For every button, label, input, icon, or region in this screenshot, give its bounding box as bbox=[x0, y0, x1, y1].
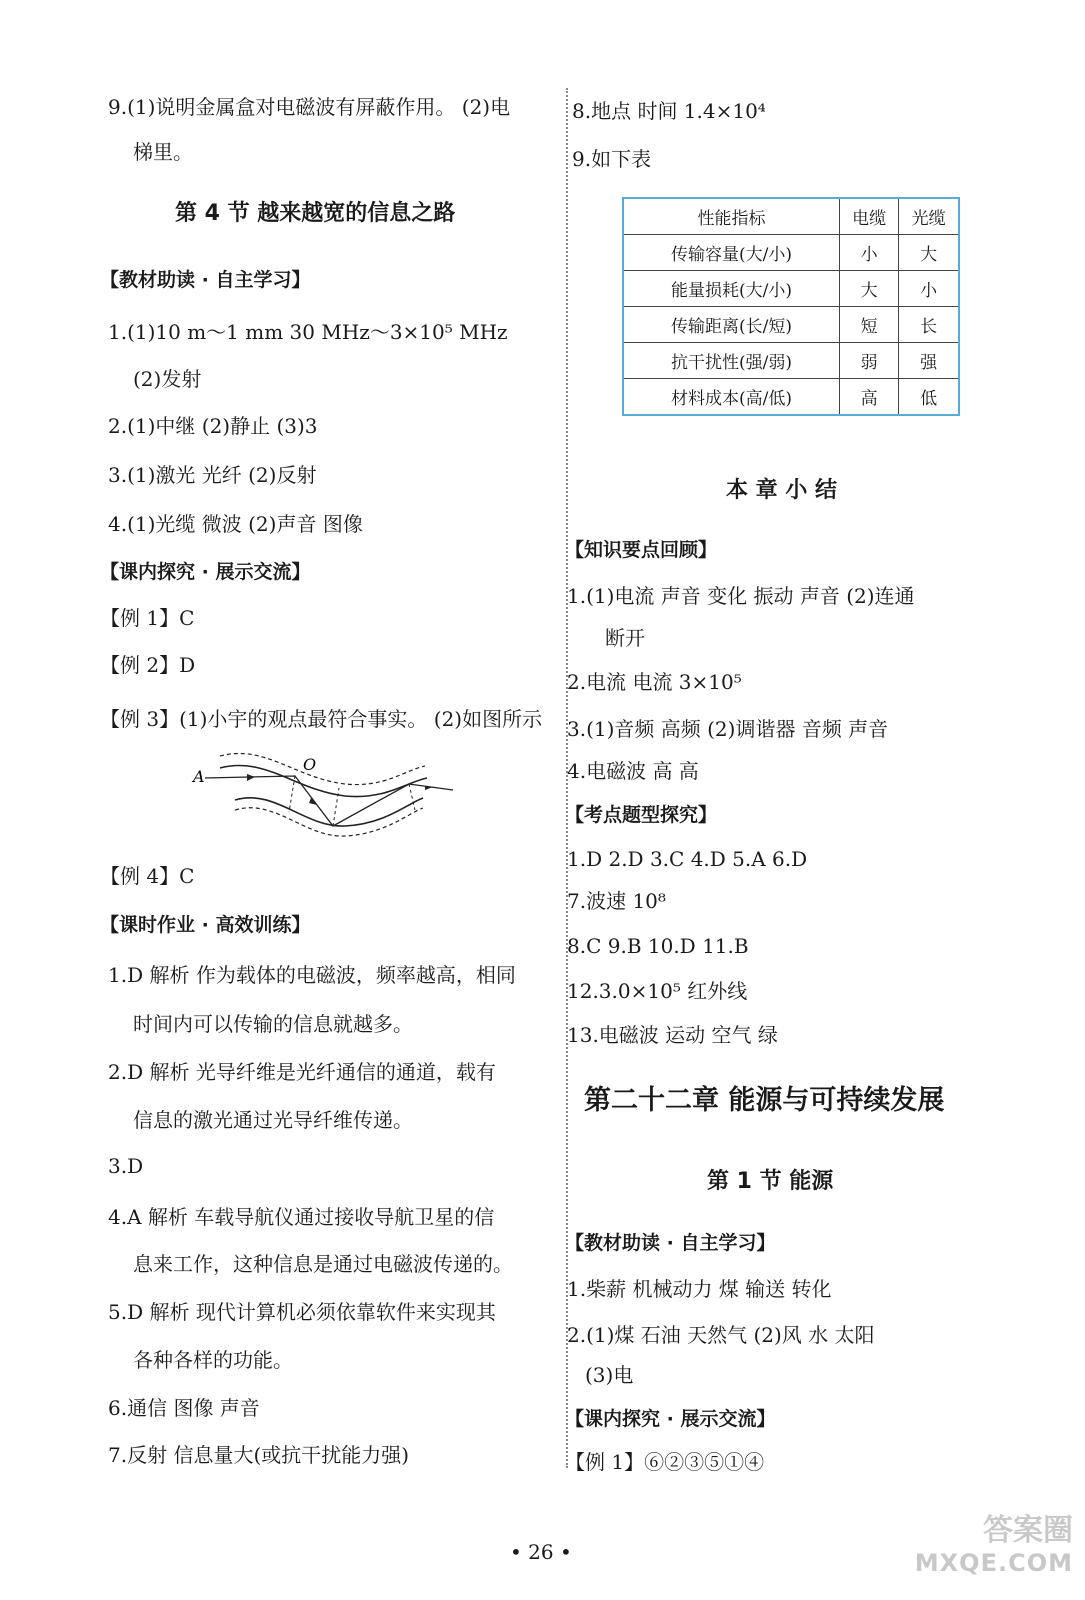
table-cell: 大 bbox=[899, 235, 959, 271]
q9-line-cont: 梯里。 bbox=[133, 140, 193, 164]
watermark-line1: 答案圈 bbox=[983, 1513, 1073, 1548]
table-cell: 高 bbox=[840, 379, 899, 416]
summary-title: 本 章 小 结 bbox=[726, 478, 837, 503]
header-class-2: 【课内探究 · 展示交流】 bbox=[565, 1408, 776, 1430]
table-cell: 弱 bbox=[840, 343, 899, 379]
table-cell: 大 bbox=[840, 271, 899, 307]
q9-line: 9.(1)说明金属盒对电磁波有屏蔽作用。 (2)电 bbox=[108, 95, 511, 119]
table-header-row bbox=[623, 198, 959, 235]
review-4: 4.电磁波 高 高 bbox=[567, 759, 699, 783]
answer-8: 8.地点 时间 1.4×10⁴ bbox=[572, 99, 766, 123]
homework-3: 3.D bbox=[108, 1154, 144, 1178]
homework-5-cont: 各种各样的功能。 bbox=[133, 1348, 293, 1372]
new-teach-1: 1.柴薪 机械动力 煤 输送 转化 bbox=[567, 1277, 832, 1301]
table-cell: 长 bbox=[899, 307, 959, 343]
table-cell: 强 bbox=[899, 343, 959, 379]
table-header-cell: 光缆 bbox=[899, 198, 959, 235]
table-cell: 小 bbox=[899, 271, 959, 307]
teach-4: 4.(1)光缆 微波 (2)声音 图像 bbox=[108, 512, 363, 536]
header-teach-2: 【教材助读 · 自主学习】 bbox=[565, 1232, 776, 1254]
example-3: 【例 3】(1)小宇的观点最符合事实。 (2)如图所示 bbox=[100, 707, 543, 731]
table-row bbox=[623, 307, 959, 343]
example-4: 【例 4】C bbox=[100, 864, 195, 888]
homework-6: 6.通信 图像 声音 bbox=[108, 1396, 260, 1420]
table-row bbox=[623, 271, 959, 307]
header-review: 【知识要点回顾】 bbox=[565, 539, 718, 561]
table-header-cell: 电缆 bbox=[840, 198, 899, 235]
table-cell: 低 bbox=[899, 379, 959, 416]
watermark-line2: MXQE.COM bbox=[914, 1549, 1073, 1577]
watermark bbox=[915, 1505, 1073, 1577]
exam-8-11: 8.C 9.B 10.D 11.B bbox=[567, 934, 749, 958]
answer-9: 9.如下表 bbox=[572, 147, 652, 171]
example-1: 【例 1】C bbox=[100, 606, 195, 630]
teach-1: 1.(1)10 m～1 mm 30 MHz～3×10⁵ MHz bbox=[108, 320, 508, 344]
section-1-title: 第 1 节 能源 bbox=[707, 1169, 834, 1194]
homework-1: 1.D 解析 作为载体的电磁波，频率越高，相同 bbox=[108, 963, 516, 987]
table-cell: 材料成本(高/低) bbox=[623, 379, 840, 416]
example-2: 【例 2】D bbox=[100, 653, 196, 677]
exam-1-6: 1.D 2.D 3.C 4.D 5.A 6.D bbox=[567, 847, 808, 871]
exam-13: 13.电磁波 运动 空气 绿 bbox=[567, 1023, 778, 1047]
table-cell: 传输距离(长/短) bbox=[623, 307, 840, 343]
table-cell: 能量损耗(大/小) bbox=[623, 271, 840, 307]
table-cell: 抗干扰性(强/弱) bbox=[623, 343, 840, 379]
homework-5: 5.D 解析 现代计算机必须依靠软件来实现其 bbox=[108, 1300, 496, 1324]
page-number: • 26 • bbox=[510, 1540, 572, 1564]
homework-4: 4.A 解析 车载导航仪通过接收导航卫星的信 bbox=[108, 1205, 495, 1229]
figure-label-a: A bbox=[193, 767, 205, 786]
table-cell: 传输容量(大/小) bbox=[623, 235, 840, 271]
homework-2-cont: 信息的激光通过光导纤维传递。 bbox=[133, 1108, 413, 1132]
performance-table bbox=[622, 197, 960, 416]
review-3: 3.(1)音频 高频 (2)调谐器 音频 声音 bbox=[567, 717, 889, 741]
table-cell: 短 bbox=[840, 307, 899, 343]
review-1-cont: 断开 bbox=[605, 626, 645, 650]
table-header-cell: 性能指标 bbox=[623, 198, 840, 235]
new-example-1: 【例 1】⑥②③⑤①④ bbox=[565, 1450, 765, 1474]
table-row bbox=[623, 235, 959, 271]
exam-7: 7.波速 10⁸ bbox=[567, 889, 666, 913]
table-cell: 小 bbox=[840, 235, 899, 271]
header-homework: 【课时作业 · 高效训练】 bbox=[100, 914, 311, 936]
homework-4-cont: 息来工作，这种信息是通过电磁波传递的。 bbox=[133, 1252, 513, 1276]
teach-1-cont: (2)发射 bbox=[133, 367, 202, 391]
review-1: 1.(1)电流 声音 变化 振动 声音 (2)连通 bbox=[567, 584, 915, 608]
homework-7: 7.反射 信息量大(或抗干扰能力强) bbox=[108, 1443, 410, 1467]
header-teach: 【教材助读 · 自主学习】 bbox=[100, 269, 311, 291]
table-row bbox=[623, 379, 959, 416]
optical-fiber-figure bbox=[185, 748, 465, 838]
homework-1-cont: 时间内可以传输的信息就越多。 bbox=[133, 1012, 413, 1036]
chapter-title: 第二十二章 能源与可持续发展 bbox=[584, 1085, 945, 1116]
teach-3: 3.(1)激光 光纤 (2)反射 bbox=[108, 463, 317, 487]
new-teach-2: 2.(1)煤 石油 天然气 (2)风 水 太阳 bbox=[567, 1323, 875, 1347]
exam-12: 12.3.0×10⁵ 红外线 bbox=[567, 979, 748, 1003]
header-class: 【课内探究 · 展示交流】 bbox=[100, 561, 311, 583]
section-title: 第 4 节 越来越宽的信息之路 bbox=[175, 201, 456, 226]
homework-2: 2.D 解析 光导纤维是光纤通信的通道，载有 bbox=[108, 1060, 496, 1084]
table-row bbox=[623, 343, 959, 379]
header-exam: 【考点题型探究】 bbox=[565, 804, 718, 826]
teach-2: 2.(1)中继 (2)静止 (3)3 bbox=[108, 414, 318, 438]
review-2: 2.电流 电流 3×10⁵ bbox=[567, 670, 742, 694]
figure-label-o: O bbox=[303, 755, 317, 774]
new-teach-2-cont: (3)电 bbox=[585, 1363, 634, 1387]
